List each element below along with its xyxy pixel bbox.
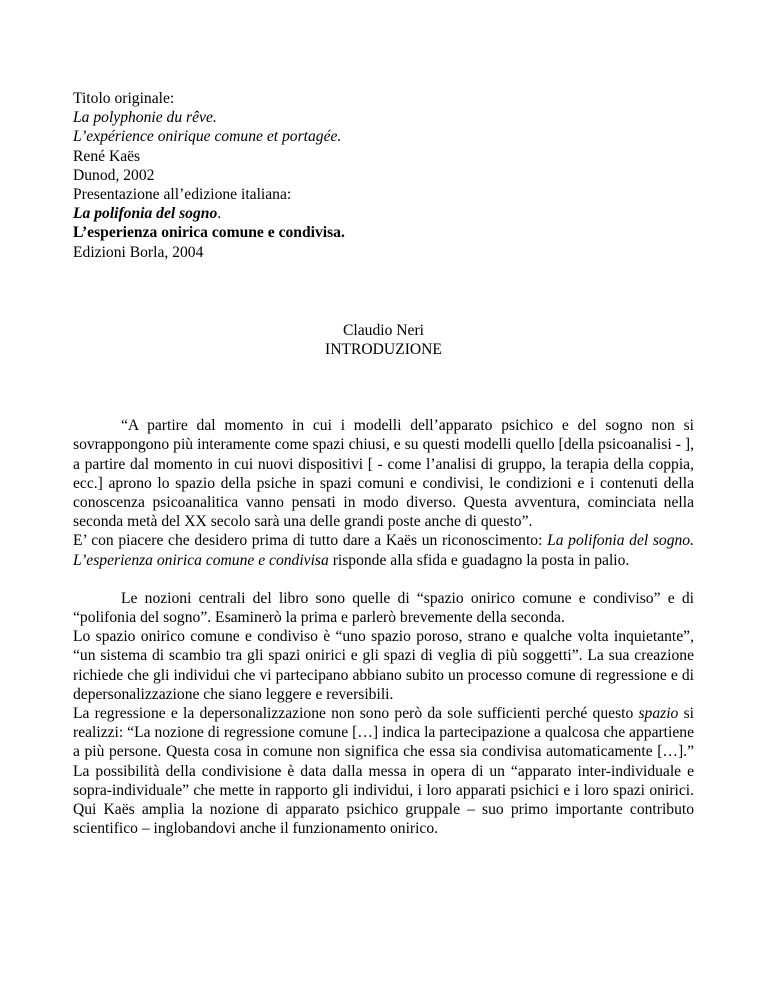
paragraph-dream-space: Lo spazio onirico comune e condiviso è “uno spazio poroso, strano e qualche volta inquietante”, “un sistema di scambio tra gli spazi onirici e gli spazi di veglia di più soggetti”. La sua creazione richiede che gli individui che vi partecipano abbiano subito un processo comune di regressione e di depersonalizzazione che siano leggere e reversibili.	[73, 628, 694, 703]
paragraph-gap	[73, 570, 694, 589]
bibliographic-info	[73, 89, 694, 262]
paragraph-acknowledgement	[73, 531, 694, 569]
original-title-label: Titolo originale:	[73, 90, 175, 107]
paragraph-quote: “A partire dal momento in cui i modelli dell’apparato psichico e del sogno non si sovrappongono più interamente come spazi chiusi, e su questi modelli quello [della psicoanalisi - ], a partire dal momento in cui nuovi dispositivi [ - come l’analisi di gruppo, la terapia della coppia, ecc.] aprono lo spazio della psiche in spazi comuni e condivisi, le condizioni e i contenuti della conoscenza psicoanalitica vanno pensati in modo diverso. Questa avventura, cominciata nella seconda metà del XX secolo sarà una delle grandi poste anche di questo”.	[73, 417, 694, 531]
original-title-line-2: L’expérience onirique comune et portagée.	[73, 128, 342, 146]
italian-publisher: Edizioni Borla, 2004	[73, 243, 204, 261]
body-text	[73, 416, 694, 838]
paragraph-regression	[73, 704, 694, 838]
paragraph-central-notions: Le nozioni centrali del libro sono quelle di “spazio onirico comune e condiviso” e di “polifonia del sogno”. Esaminerò la prima e parlerò brevemente della seconda.	[73, 589, 694, 627]
page-content	[73, 89, 694, 839]
italian-title-text: La polifonia del sogno	[73, 205, 218, 223]
paragraph-regression-end: si realizzi: “La nozione di regressione comune […] indica la partecipazione a qualcosa che appartiene a più persone. Questa cosa in comune non significa che essa sia condivisa automaticamente […].” La possibilità della condivisione è data dalla messa in opera di un “apparato inter-individuale e sopra-individuale” che mette in rapporto gli individui, i loro apparati psichici e i loro spazi onirici. Qui Kaës amplia la nozione di apparato psichico gruppale – suo primo importante contributo scientifico – inglobandovi anche il funzionamento onirico.	[73, 705, 694, 838]
presentation-label: Presentazione all’edizione italiana:	[73, 186, 292, 204]
italian-title-line-1	[73, 204, 694, 223]
spazio-italic: spazio	[638, 705, 679, 723]
chapter-author: Claudio Neri	[343, 321, 424, 339]
original-author: René Kaës	[73, 147, 141, 165]
paragraph-acknowledgement-end: risponde alla sfida e guadagno la posta in palio.	[328, 551, 630, 569]
book-title-reference: La polifonia del sogno. L’esperienza onirica comune e condivisa	[73, 532, 694, 569]
original-title-line-1: La polyphonie du rêve.	[73, 109, 217, 127]
paragraph-regression-start: La regressione e la depersonalizzazione non sono però da sole sufficienti perché questo	[73, 705, 639, 723]
chapter-title: INTRODUZIONE	[325, 341, 442, 359]
italian-title-period: .	[217, 205, 222, 223]
italian-title-line-2: L’esperienza onirica comune e condivisa.	[73, 224, 345, 242]
chapter-heading	[73, 321, 694, 359]
paragraph-acknowledgement-start: E’ con piacere che desidero prima di tutto dare a Kaës un riconoscimento:	[73, 532, 548, 550]
original-publisher: Dunod, 2002	[73, 166, 155, 184]
